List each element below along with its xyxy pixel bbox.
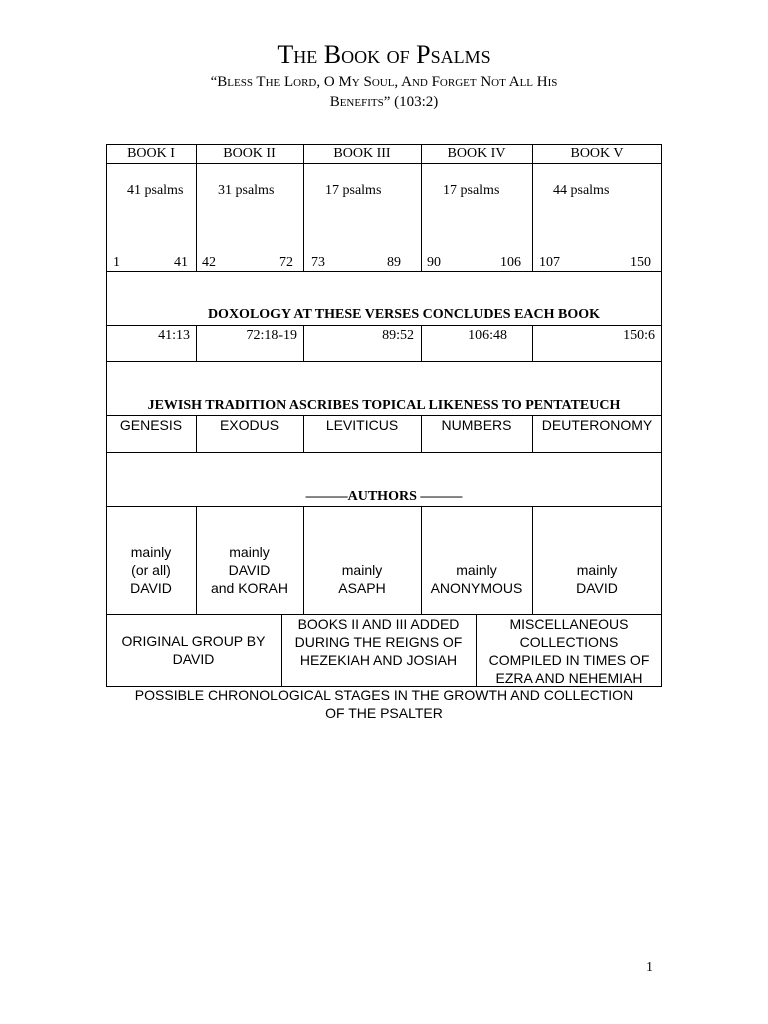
book-header: BOOK V bbox=[570, 146, 624, 161]
page-title: The Book of Psalms bbox=[277, 40, 491, 69]
range-end: 106 bbox=[500, 255, 521, 270]
authors-heading: ———AUTHORS ——— bbox=[305, 489, 463, 504]
book-header: BOOK III bbox=[333, 146, 391, 161]
range-end: 150 bbox=[630, 255, 651, 270]
author-line: mainly bbox=[576, 562, 618, 578]
author-line: mainly bbox=[341, 562, 383, 578]
book-header: BOOK II bbox=[223, 146, 276, 161]
author-line: DAVID bbox=[130, 580, 172, 596]
author-cell bbox=[421, 561, 532, 597]
book-header: BOOK IV bbox=[447, 146, 506, 161]
subtitle-line-1: “Bless The Lord, O My Soul, And Forget Not All His bbox=[210, 74, 558, 90]
page-number: 1 bbox=[646, 960, 653, 975]
stage-line: COMPILED IN TIMES OF bbox=[488, 652, 650, 668]
author-cell bbox=[532, 561, 662, 597]
stage-line: DURING THE REIGNS OF bbox=[294, 634, 463, 650]
author-line: DAVID bbox=[576, 580, 618, 596]
stage-line: COLLECTIONS bbox=[519, 634, 619, 650]
author-cell bbox=[196, 543, 303, 597]
pentateuch-book: DEUTERONOMY bbox=[541, 417, 653, 433]
author-line: ANONYMOUS bbox=[430, 580, 523, 596]
author-line: ASAPH bbox=[338, 580, 386, 596]
stage-line: EZRA AND NEHEMIAH bbox=[495, 670, 643, 686]
stage-cell bbox=[281, 615, 476, 669]
tradition-heading: JEWISH TRADITION ASCRIBES TOPICAL LIKENESS TO PENTATEUCH bbox=[147, 398, 621, 413]
author-line: and KORAH bbox=[210, 580, 289, 596]
author-line: mainly bbox=[456, 562, 497, 578]
stage-line: DAVID bbox=[172, 651, 215, 667]
stage-cell bbox=[476, 615, 662, 687]
doxology-verse: 72:18-19 bbox=[246, 328, 297, 343]
doxology-verse: 106:48 bbox=[468, 328, 507, 343]
psalm-count: 17 psalms bbox=[325, 183, 382, 198]
stage-line: MISCELLANEOUS bbox=[509, 616, 629, 632]
doxology-heading: DOXOLOGY AT THESE VERSES CONCLUDES EACH BOOK bbox=[207, 307, 601, 322]
psalm-count: 17 psalms bbox=[443, 183, 500, 198]
pentateuch-book: LEVITICUS bbox=[325, 417, 399, 433]
author-line: mainly bbox=[130, 544, 172, 560]
stage-line: BOOKS II AND III ADDED bbox=[297, 616, 460, 632]
range-end: 89 bbox=[387, 255, 401, 270]
doxology-verse: 89:52 bbox=[382, 328, 414, 343]
range-start: 42 bbox=[202, 255, 216, 270]
psalm-count: 41 psalms bbox=[127, 183, 184, 198]
range-end: 72 bbox=[279, 255, 293, 270]
range-start: 90 bbox=[427, 255, 441, 270]
doxology-verse: 41:13 bbox=[158, 328, 190, 343]
range-start: 73 bbox=[311, 255, 325, 270]
doxology-verse: 150:6 bbox=[623, 328, 655, 343]
author-line: (or all) bbox=[131, 562, 171, 578]
range-start: 107 bbox=[539, 255, 560, 270]
author-line: DAVID bbox=[228, 562, 271, 578]
psalm-count: 31 psalms bbox=[218, 183, 275, 198]
stage-cell bbox=[106, 632, 281, 668]
stage-line: HEZEKIAH AND JOSIAH bbox=[299, 652, 458, 668]
pentateuch-book: EXODUS bbox=[219, 417, 280, 433]
table-caption bbox=[100, 686, 668, 722]
subtitle bbox=[184, 72, 584, 112]
author-cell bbox=[303, 561, 421, 597]
range-start: 1 bbox=[113, 255, 120, 270]
author-cell bbox=[106, 543, 196, 597]
stage-line: ORIGINAL GROUP BY bbox=[121, 633, 266, 649]
pentateuch-book: GENESIS bbox=[119, 417, 183, 433]
caption-line: OF THE PSALTER bbox=[325, 705, 443, 721]
caption-line: POSSIBLE CHRONOLOGICAL STAGES IN THE GROWTH AND COLLECTION bbox=[134, 687, 634, 703]
book-header: BOOK I bbox=[127, 146, 175, 161]
range-end: 41 bbox=[174, 255, 188, 270]
psalm-count: 44 psalms bbox=[553, 183, 610, 198]
author-line: mainly bbox=[229, 544, 270, 560]
pentateuch-book: NUMBERS bbox=[441, 417, 512, 433]
subtitle-line-2: Benefits” (103:2) bbox=[329, 94, 439, 110]
